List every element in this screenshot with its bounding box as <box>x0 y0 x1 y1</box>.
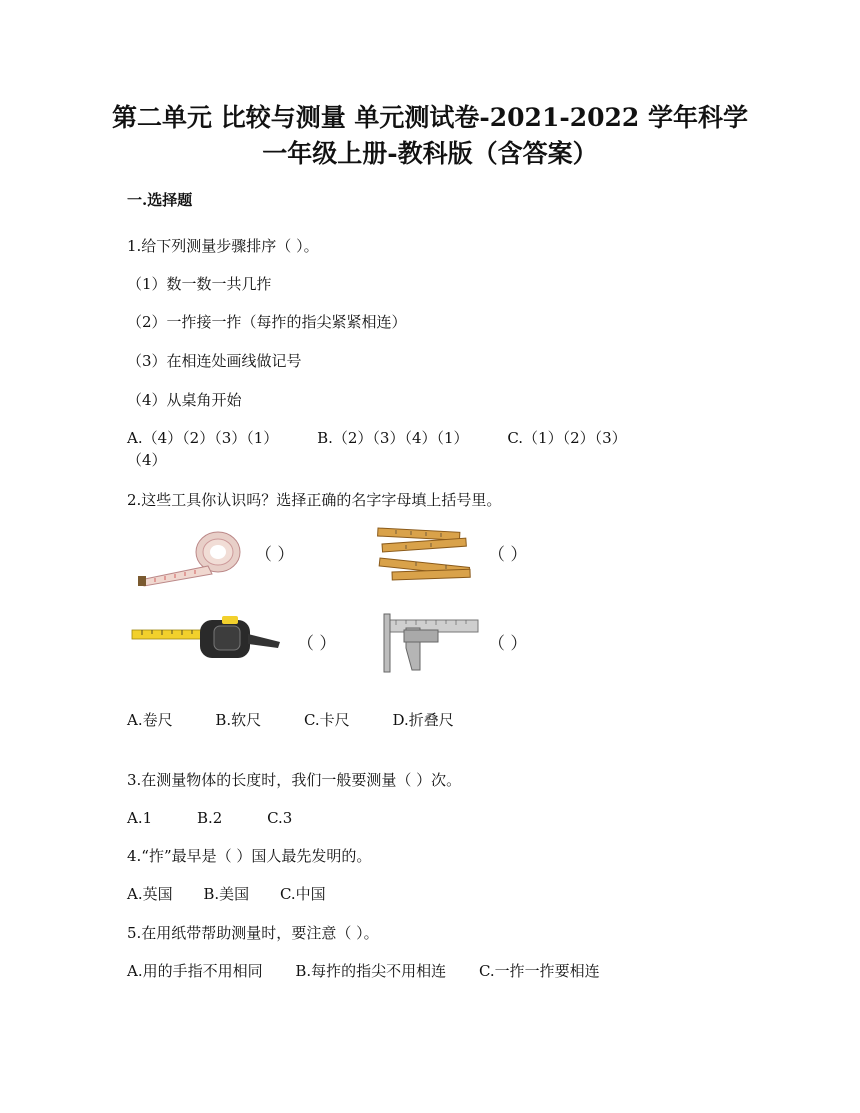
q2-option-d: D.折叠尺 <box>392 711 454 729</box>
q1-step-3: （3）在相连处画线做记号 <box>127 352 302 370</box>
caliper-image <box>376 608 480 674</box>
q1-option-b: B.（2）（3）（4）（1） <box>317 429 469 447</box>
q5-stem: 5.在用纸带帮助测量时，要注意（ ）。 <box>127 924 379 942</box>
q1-step-1: （1）数一数一共几拃 <box>127 275 272 293</box>
q1-step-2: （2）一拃接一拃（每拃的指尖紧紧相连） <box>127 313 407 331</box>
q2-blank-3: （ ） <box>297 634 337 654</box>
section-heading: 一.选择题 <box>127 191 193 209</box>
soft-ruler-image <box>130 528 245 588</box>
q5-option-c: C.一拃一拃要相连 <box>478 962 600 980</box>
q5-option-b: B.每拃的指尖不用相连 <box>295 962 447 980</box>
q2-option-a: A.卷尺 <box>127 711 173 729</box>
q1-step-4: （4）从桌角开始 <box>127 391 242 409</box>
q2-option-b: B.软尺 <box>215 711 262 729</box>
q4-stem: 4.“拃”最早是（ ）国人最先发明的。 <box>127 847 372 865</box>
q5-options <box>127 961 600 981</box>
q2-options <box>127 710 454 730</box>
q4-option-c: C.中国 <box>279 885 326 903</box>
q1-stem: 1.给下列测量步骤排序（ ）。 <box>127 237 319 255</box>
q1-option-c-wrap: （4） <box>127 451 167 469</box>
q4-option-b: B.美国 <box>203 885 250 903</box>
doc-title-line1: 第二单元 比较与测量 单元测试卷-2021-2022 学年科学 <box>111 103 749 132</box>
q3-option-c: C.3 <box>267 809 293 827</box>
q4-options <box>127 884 326 904</box>
q2-stem: 2.这些工具你认识吗？选择正确的名字字母填上括号里。 <box>127 491 502 509</box>
q3-option-b: B.2 <box>196 809 223 827</box>
q4-option-a: A.英国 <box>127 885 173 903</box>
doc-title-line2: 一年级上册-教科版（含答案） <box>262 139 598 168</box>
q2-blank-1: （ ） <box>255 545 295 565</box>
folding-ruler-image <box>376 522 476 588</box>
tape-measure-image <box>130 612 282 664</box>
q1-option-a: A.（4）（2）（3）（1） <box>127 429 279 447</box>
q3-option-a: A.1 <box>127 809 153 827</box>
q5-option-a: A.用的手指不用相同 <box>127 962 263 980</box>
q1-options <box>127 428 627 448</box>
q1-option-c: C.（1）（2）（3） <box>507 429 627 447</box>
q3-options <box>127 808 292 828</box>
q2-blank-4: （ ） <box>488 634 528 654</box>
q3-stem: 3.在测量物体的长度时，我们一般要测量（ ）次。 <box>127 771 462 789</box>
q2-blank-2: （ ） <box>488 545 528 565</box>
q2-option-c: C.卡尺 <box>303 711 350 729</box>
